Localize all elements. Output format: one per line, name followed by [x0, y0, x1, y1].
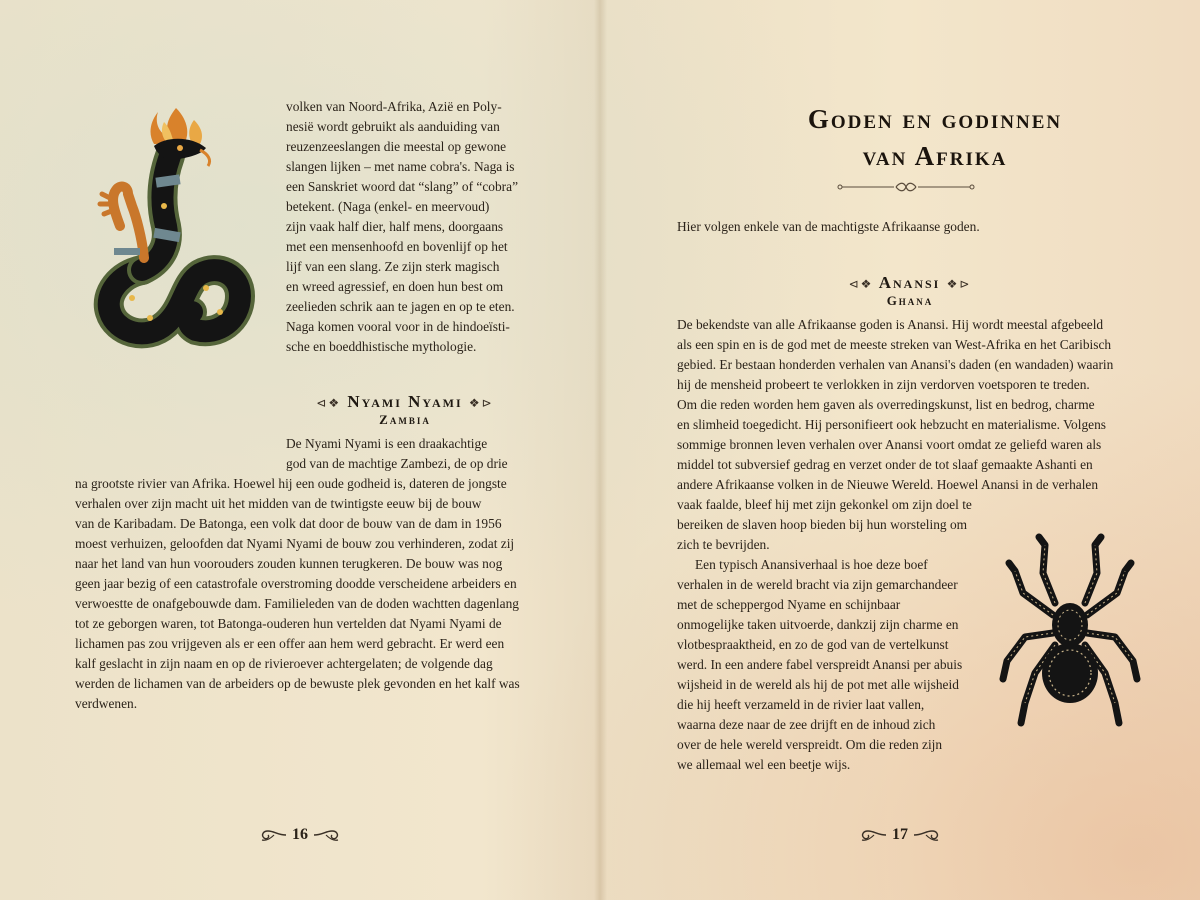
- text-line: geen jaar bezig of een catastrofale overstroming doodde verscheidene arbeiders en: [75, 576, 517, 591]
- text-line: moest verhuizen, geloofden dat Nyami Nyami de bouw zou verhinderen, zodat zij: [75, 536, 515, 551]
- section-title: Nyami Nyami: [347, 392, 463, 411]
- text-line: met een mensenhoofd en bovenlijf op het: [286, 239, 508, 254]
- text-line: lijf van een slang. Ze zijn sterk magisch: [286, 259, 500, 274]
- right-page: [600, 0, 1200, 900]
- text-line: Naga komen vooral voor in de hindoeïsti-: [286, 319, 510, 334]
- heading-ornament-right-icon: ❖⊳: [468, 396, 494, 410]
- page-title: [730, 104, 1140, 172]
- intro-line: Hier volgen enkele van de machtigste Afrikaanse goden.: [677, 219, 980, 234]
- text-line: gebied. Er bestaan honderden verhalen van Anansi's daden (en wandaden) waarin: [677, 357, 1114, 372]
- text-line: bereiken de slaven hoop bieden bij hun worsteling om: [677, 517, 968, 532]
- title-divider-ornament-icon: [836, 181, 976, 193]
- section-heading-anansi: [800, 273, 1020, 309]
- page-number: 17: [892, 826, 908, 843]
- intro-text: [677, 217, 980, 237]
- folio-ornament-right-icon: [312, 827, 342, 843]
- section-heading-nyami: [290, 392, 520, 428]
- text-line: lichamen pas zou vrijgeven als er een offer aan hem werd gebracht. Er werd een: [75, 636, 505, 651]
- text-line: hij de mensheid probeert te verlokken in zijn verdorven voetsporen te treden.: [677, 377, 1090, 392]
- page-title-line1: Goden en godinnen: [807, 104, 1063, 134]
- text-line: en slimheid toegedicht. Hij personifieert ook hebzucht en materialisme. Volgens: [677, 417, 1107, 432]
- page-title-line2: van Afrika: [862, 141, 1008, 171]
- text-line: van de Karibadam. De Batonga, een volk dat door de bouw van de dam in 1956: [75, 516, 502, 531]
- nyami-text: [75, 474, 520, 714]
- page-number: 16: [292, 826, 308, 843]
- folio-ornament-right-icon: [912, 827, 942, 843]
- spider-illustration: [995, 533, 1145, 733]
- naga-serpent-illustration: [80, 98, 255, 358]
- nyami-text-narrow: [286, 434, 508, 474]
- text-line: onmogelijke taken uitvoerde, dankzij zijn charme en: [677, 617, 959, 632]
- text-line: andere Afrikaanse volken in de Nieuwe Wereld. Hoewel Anansi in de verhalen: [677, 477, 1099, 492]
- text-line: werd. In een andere fabel verspreidt Anansi per abuis: [677, 657, 963, 672]
- section-title: Anansi: [878, 273, 941, 292]
- text-line: werden de lichamen van de arbeiders op de bewuste plek gevonden en het kalf was: [75, 676, 520, 691]
- naga-text: [286, 97, 518, 357]
- heading-ornament-right-icon: ❖⊳: [946, 277, 972, 291]
- text-line: middel tot subversief gedrag en verzet onder de tot slaaf gemaakte Ashanti en: [677, 457, 1093, 472]
- text-line: naar het land van hun voorouders zouden kunnen terugkeren. De bouw was nog: [75, 556, 503, 571]
- text-line: reuzenzeeslangen die meestal op gewone: [286, 139, 507, 154]
- text-line: volken van Noord-Afrika, Azië en Poly-: [286, 99, 502, 114]
- page-number-left: [240, 826, 360, 844]
- text-line: verwoestte de onafgebouwde dam. Familieleden van de doden wachtten dagenlang: [75, 596, 519, 611]
- text-line: verhalen in de wereld bracht via zijn gemarchandeer: [677, 577, 958, 592]
- text-line: een Sanskriet woord dat “slang” of “cobra”: [286, 179, 519, 194]
- text-line: en wreed agressief, en doen hun best om: [286, 279, 504, 294]
- text-line: vlotbespraaktheid, en zo de god van de vertelkunst: [677, 637, 949, 652]
- text-line: zich te bevrijden.: [677, 537, 770, 552]
- heading-ornament-left-icon: ⊲❖: [316, 396, 342, 410]
- folio-ornament-left-icon: [258, 827, 288, 843]
- text-line: we allemaal wel een beetje wijs.: [677, 757, 851, 772]
- text-line: als een spin en is de god met de meeste streken van West-Afrika en het Caribisch: [677, 337, 1112, 352]
- text-line: waarna deze naar de zee drijft en de inhoud zich: [677, 717, 936, 732]
- text-line: met de scheppergod Nyame en schijnbaar: [677, 597, 901, 612]
- text-line: tot ze geborgen waren, tot Batonga-ouderen hun vertelden dat Nyami Nyami de: [75, 616, 502, 631]
- text-line: kalf geslacht in zijn naam en op de rivieroever achtergelaten; de volgende dag: [75, 656, 493, 671]
- text-line: over de hele wereld verspreidt. Om die reden zijn: [677, 737, 943, 752]
- text-line: slangen lijken – met name cobra's. Naga is: [286, 159, 515, 174]
- text-line: die hij heeft verzameld in de rivier laat vallen,: [677, 697, 925, 712]
- text-line: Om die reden worden hem gaven als overredingskunst, list en bedrog, charme: [677, 397, 1095, 412]
- text-line: Een typisch Anansiverhaal is hoe deze boef: [695, 557, 928, 572]
- text-line: verdwenen.: [75, 696, 138, 711]
- text-line: De Nyami Nyami is een draakachtige: [286, 436, 488, 451]
- page-number-right: [840, 826, 960, 844]
- section-subtitle: Zambia: [379, 412, 431, 427]
- text-line: De bekendste van alle Afrikaanse goden is Anansi. Hij wordt meestal afgebeeld: [677, 317, 1104, 332]
- text-line: vaak faalde, bleef hij met zijn gekonkel om zijn doel te: [677, 497, 972, 512]
- text-line: nesië wordt gebruikt als aanduiding van: [286, 119, 500, 134]
- text-line: god van de machtige Zambezi, de op drie: [286, 456, 508, 471]
- text-line: sche en boeddhistische mythologie.: [286, 339, 477, 354]
- text-line: zeelieden schrik aan te jagen en op te eten.: [286, 299, 515, 314]
- text-line: wijsheid in de wereld als hij de pot met alle wijsheid: [677, 677, 959, 692]
- text-line: na grootste rivier van Afrika. Hoewel hij een oude godheid is, dateren de jongste: [75, 476, 507, 491]
- heading-ornament-left-icon: ⊲❖: [848, 277, 874, 291]
- text-line: verhalen over zijn macht uit het midden van de twintigste eeuw bij de bouw: [75, 496, 482, 511]
- text-line: zijn vaak half dier, half mens, doorgaans: [286, 219, 504, 234]
- folio-ornament-left-icon: [858, 827, 888, 843]
- text-line: sommige bronnen leven verhalen over Anansi voort omdat ze geliefd waren als: [677, 437, 1102, 452]
- section-subtitle: Ghana: [886, 293, 934, 308]
- text-line: betekent. (Naga (enkel- en meervoud): [286, 199, 490, 214]
